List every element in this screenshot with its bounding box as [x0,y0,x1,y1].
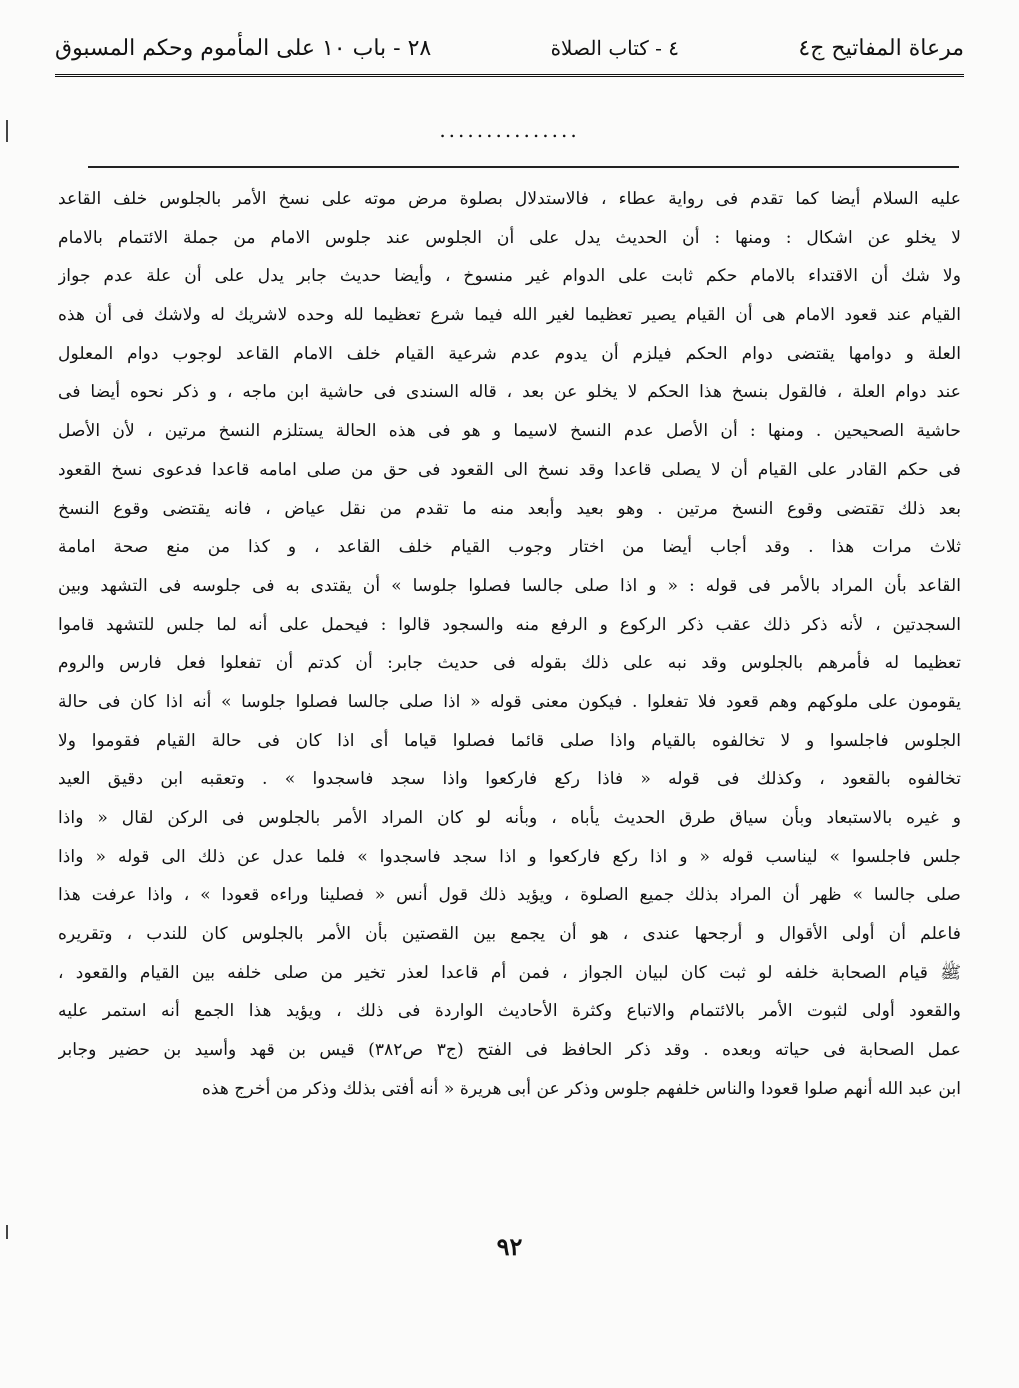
horizontal-rule [88,166,959,168]
text-line: و غيره بالاستبعاد وبأن سياق طرق الحديث يأباه ، وبأنه لو كان المراد الأمر بالجلوس فى الركن لقال « واذا [58,808,961,828]
text-line: يقومون على ملوكهم وهم قعود فلا تفعلوا . فيكون معنى قوله « اذا صلى جالسا فصلوا جلوسا » أنه اذا كان فى حالة [58,691,961,712]
text-line: تعظيما له فأمرهم بالجلوس وقد نبه على ذلك بقوله فى حديث جابر: أن كدتم أن تفعلوا فعل فارس والروم [58,653,961,674]
text-line: لا يخلو عن اشكال : ومنها : أن الحديث يدل على أن الجلوس عند جلوس الامام من جملة الائتمام بالامام [58,227,961,248]
body-text [58,180,961,1109]
text-line: ولا شك أن الاقتداء بالامام حكم ثابت على الدوام غير منسوخ ، وأيضا حديث جابر يدل على أن علة عدم جواز [58,266,961,287]
text-line: عليه السلام أيضا كما تقدم فى رواية عطاء ، فالاستدلال بصلوة مرض موته على نسخ الأمر بالجلوس خلف القاعد [58,189,961,209]
separator-dots: ............... [439,118,580,142]
page-number: ٩٢ [496,1232,523,1261]
text-line: تخالفوه بالقعود ، وكذلك فى قوله « فاذا ركع فاركعوا واذا سجد فاسجدوا » . وتعقبه ابن دقيق العيد [58,769,961,790]
running-header [55,26,964,77]
text-line: حاشية الصحيحين . ومنها : أن الأصل عدم النسخ لاسيما و هو فى هذه الحالة يستلزم النسخ مرتين ، لأن الأصل [58,421,961,442]
text-line: ﷺ قيام الصحابة خلفه لو ثبت كان لبيان الجواز ، فمن أم قاعدا لعذر تخير من صلى خلفه بين القيام والقعود ، [58,962,961,983]
text-line: فاعلم أن أولى الأقوال و أرجحها عندى ، هو أن يجمع بين القصتين بأن الأمر بالجلوس كان للندب ، وتقريره [58,924,961,945]
text-line: الجلوس فاجلسوا و لا تخالفوه بالقيام واذا صلى قائما فصلوا قياما أى اذا كان فى حالة القيام فقوموا ولا [58,730,961,751]
text-line: القيام عند قعود الامام هى أن القيام يصير تعظيما لغير الله فيما شرع تعظيما لله وحده لاشريك له ولاشك فى أن هذه [58,305,961,326]
text-line: والقعود أولى لثبوت الأمر بالائتمام والاتباع وكثرة الأحاديث الواردة فى ذلك ، ويؤيد هذا الجمع أنه استمر عليه [58,1001,961,1022]
text-line: جلس فاجلسوا » ليناسب قوله « و اذا ركع فاركعوا و اذا سجد فاسجدوا » فلما عدل عن ذلك الى قوله « واذا [58,846,961,867]
header-chapter: ٤ - كتاب الصلاة [550,36,680,60]
header-book-title: مرعاة المفاتيح ج٤ [798,35,964,61]
margin-mark [6,120,8,142]
text-line: بعد ذلك تقتضى وقوع النسخ مرتين . وهو بعيد وأبعد منه ما تقدم من نقل عياض ، فانه يقتضى وقوع النسخ [58,498,961,519]
text-line: السجدتين ، لأنه ذكر ذلك عقب ذكر الركوع و الرفع منه والسجود قالوا : فيحمل على أنه لما جلس للتشهد قاموا [58,614,961,635]
text-line: العلة و دوامها يقتضى دوام الحكم فيلزم أن يدوم عدم شرعية القيام خلف الامام القاعد لوجوب دوام المعلول [58,343,961,364]
text-line: صلى جالسا » ظهر أن المراد بذلك جميع الصلوة ، ويؤيد ذلك قول أنس « فصلينا وراءه قعودا » ، واذا عرفت هذا [58,885,961,906]
text-line: القاعد بأن المراد بالأمر فى قوله : « و اذا صلى جالسا فصلوا جلوسا » أن يقتدى به فى جلوسه فى التشهد وبين [58,575,961,596]
text-line: عند دوام العلة ، فالقول بنسخ هذا الحكم لا يخلو عن بعد ، قاله السندى فى حاشية ابن ماجه ، و ذكر نحوه أيضا فى [58,382,961,403]
header-section: ٢٨ - باب ١٠ على المأموم وحكم المسبوق [55,35,432,61]
text-line: ابن عبد الله أنهم صلوا قعودا والناس خلفهم جلوس وذكر عن أبى هريرة « أنه أفتى بذلك وذكر من أخرج هذه [201,1078,961,1099]
text-line: عمل الصحابة فى حياته وبعده . وقد ذكر الحافظ فى الفتح (ج٣ ص٣٨٢) قيس بن قهد وأسيد بن حضير وجابر [58,1040,961,1061]
text-line: ثلاث مرات هذا . وقد أجاب أيضا من اختار وجوب القيام خلف القاعد ، و كذا من منع صحة امامة [58,537,961,558]
text-line: فى حكم القادر على القيام أن لا يصلى قاعدا وقد نسخ الى القعود فى حق من صلى امامه قاعدا فدعوى نسخ القعود [58,459,961,480]
